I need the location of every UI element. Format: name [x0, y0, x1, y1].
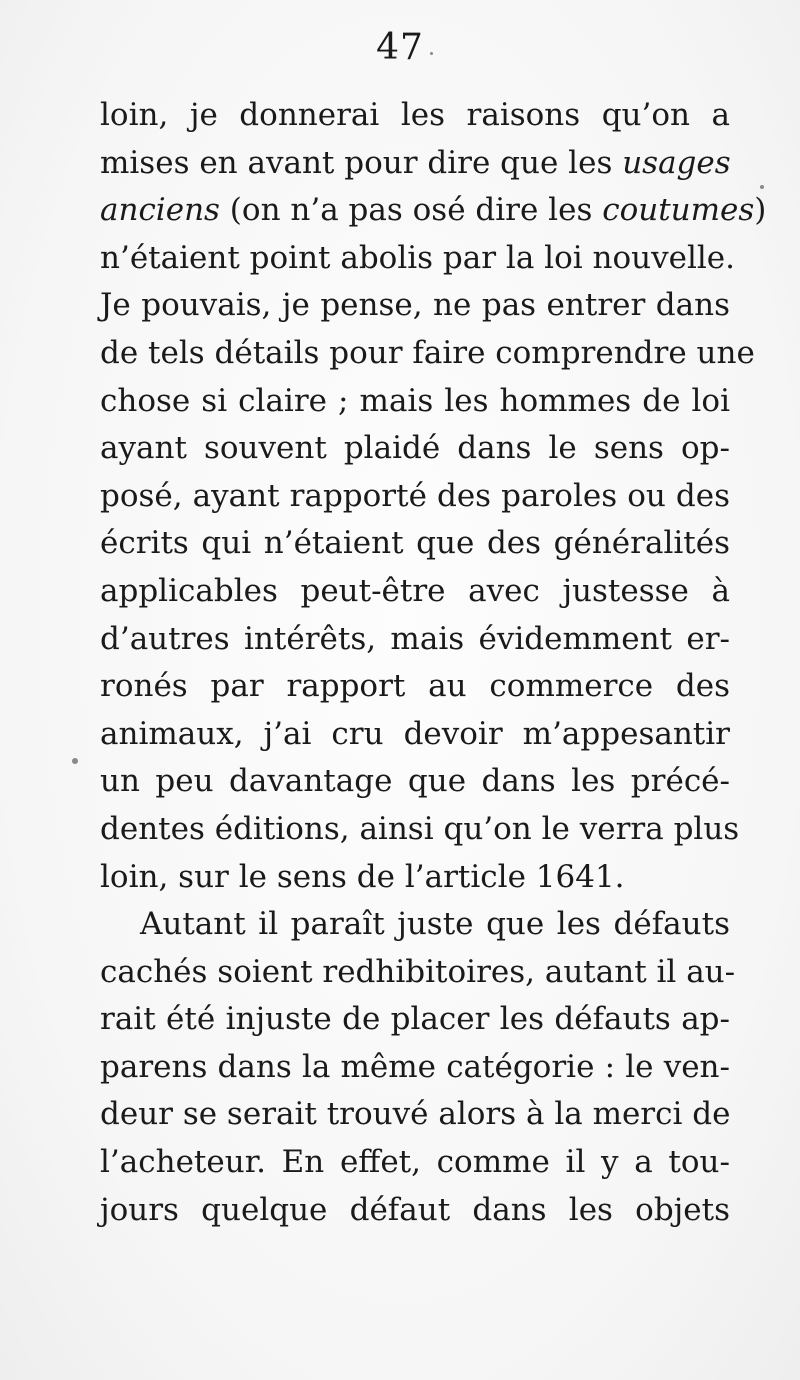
text-line: un peu davantage que dans les précé-	[100, 763, 730, 800]
text-line: dentes éditions, ainsi qu’on le verra plus	[100, 810, 740, 847]
text-line: cachés soient redhibitoires, autant il au-	[100, 953, 736, 990]
text-line: posé, ayant rapporté des paroles ou des	[100, 477, 730, 514]
text-line: ayant souvent plaidé dans le sens op-	[100, 430, 730, 467]
body-text	[100, 92, 767, 1234]
text-line: animaux, j’ai cru devoir m’appesantir	[100, 715, 730, 752]
text-line: anciens (on n’a pas osé dire les coutumes)	[100, 192, 767, 229]
text-line: chose si claire ; mais les hommes de loi	[100, 382, 730, 419]
text-line: Je pouvais, je pense, ne pas entrer dans	[100, 287, 730, 324]
text-line: loin, sur le sens de l’article 1641.	[100, 858, 625, 895]
text-line: jours quelque défaut dans les objets	[100, 1191, 730, 1228]
text-line: d’autres intérêts, mais évidemment er-	[100, 620, 730, 657]
text-line: Autant il paraît juste que les défauts	[140, 906, 730, 943]
text-line: l’acheteur. En effet, comme il y a tou-	[100, 1144, 730, 1181]
page-number: 47	[376, 27, 424, 68]
text-line: loin, je donnerai les raisons qu’on a	[100, 97, 730, 133]
text-line: de tels détails pour faire comprendre une	[100, 334, 755, 371]
text-line: parens dans la même catégorie : le ven-	[100, 1048, 730, 1085]
paper-speck	[72, 758, 78, 764]
italic-term: coutumes	[602, 192, 755, 229]
text-line: ronés par rapport au commerce des	[100, 668, 730, 705]
paper-speck	[430, 52, 433, 55]
text-line: n’étaient point abolis par la loi nouvelle.	[100, 239, 736, 276]
text-line: deur se serait trouvé alors à la merci de	[100, 1096, 731, 1133]
text-line: écrits qui n’étaient que des généralités	[100, 525, 730, 562]
italic-term: usages	[622, 144, 731, 181]
italic-term: anciens	[100, 192, 220, 229]
text-line: applicables peut-être avec justesse à	[100, 572, 730, 609]
text-line: mises en avant pour dire que les usages	[100, 144, 731, 181]
paper-speck	[760, 185, 764, 189]
text-line: rait été injuste de placer les défauts ap-	[100, 1001, 730, 1038]
